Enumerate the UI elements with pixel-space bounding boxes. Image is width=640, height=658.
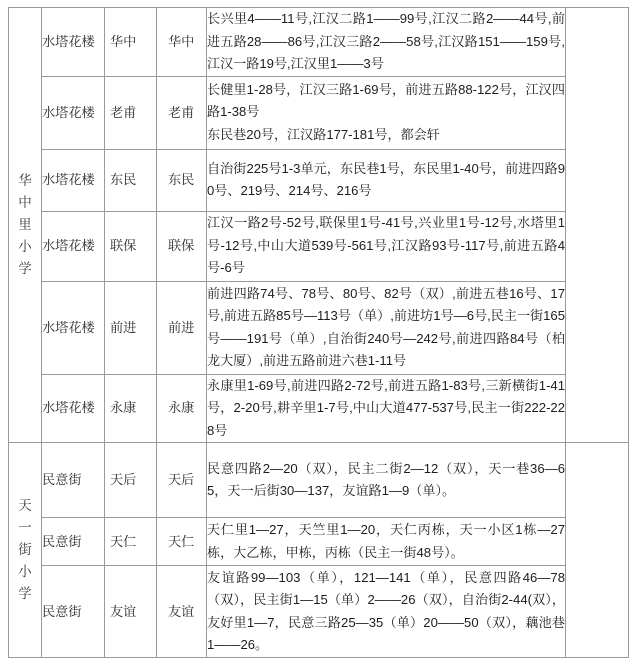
address-line: 江汉一路2号-52号,联保里1号-41号,兴业里1号-12号,水塔里1号-12号,中山大道539号-561号,江汉路93号-117号,前进五路4号-6号	[207, 215, 565, 276]
community-a-cell: 友谊	[105, 566, 157, 658]
community-b-cell: 天仁	[157, 518, 207, 566]
table-row	[9, 149, 629, 211]
street-cell: 水塔花楼	[42, 149, 105, 211]
community-b-cell: 联保	[157, 211, 207, 281]
table-row	[9, 8, 629, 77]
street-cell: 民意街	[42, 518, 105, 566]
community-b-cell: 华中	[157, 8, 207, 77]
school-name-cell	[9, 443, 42, 658]
address-range-cell	[207, 8, 566, 77]
school-name-text: 华中里小学	[18, 173, 33, 276]
spare-cell	[566, 8, 629, 443]
street-cell: 水塔花楼	[42, 211, 105, 281]
school-name-cell	[9, 8, 42, 443]
address-range-cell	[207, 211, 566, 281]
address-line: 自治街225号1-3单元，东民巷1号，东民里1-40号，前进四路90号、219号、214号、216号	[207, 160, 565, 199]
community-a-cell: 老甫	[105, 76, 157, 149]
address-range-cell	[207, 76, 566, 149]
table-row	[9, 281, 629, 374]
address-range-cell	[207, 518, 566, 566]
community-a-cell: 永康	[105, 374, 157, 443]
community-a-cell: 东民	[105, 149, 157, 211]
address-line: 东民巷20号，江汉路177-181号，都会轩	[207, 126, 440, 142]
street-cell: 水塔花楼	[42, 8, 105, 77]
address-line: 天仁里1—27，天竺里1—20，天仁丙栋，天一小区1栋—27栋，大乙栋，甲栋，丙栋（民主一街48号）。	[207, 522, 565, 560]
street-cell: 民意街	[42, 443, 105, 518]
community-b-cell: 永康	[157, 374, 207, 443]
community-b-cell: 友谊	[157, 566, 207, 658]
street-cell: 民意街	[42, 566, 105, 658]
table-row	[9, 566, 629, 658]
community-a-cell: 天仁	[105, 518, 157, 566]
community-b-cell: 老甫	[157, 76, 207, 149]
community-a-cell: 天后	[105, 443, 157, 518]
spare-cell	[566, 443, 629, 658]
address-range-cell	[207, 443, 566, 518]
address-range-cell	[207, 149, 566, 211]
community-a-cell: 华中	[105, 8, 157, 77]
table-row	[9, 374, 629, 443]
address-range-cell	[207, 374, 566, 443]
street-cell: 水塔花楼	[42, 76, 105, 149]
address-line: 永康里1-69号,前进四路2-72号,前进五路1-83号,三新横街1-41号，2-20号,耕辛里1-7号,中山大道477-537号,民主一街222-228号	[207, 377, 565, 438]
table-row	[9, 443, 629, 518]
community-a-cell: 联保	[105, 211, 157, 281]
address-line: 友谊路99—103（单），121—141（单），民意四路46—78（双），民主街1—15（单）2——26（双），自治街2-44(双），友好里1—7，民意三路25—35（单）20——50（双），藕池巷1——26。	[207, 569, 565, 653]
address-range-cell	[207, 281, 566, 374]
school-name-text: 天一街小学	[18, 498, 33, 601]
community-b-cell: 天后	[157, 443, 207, 518]
table-row	[9, 76, 629, 149]
community-b-cell: 前进	[157, 281, 207, 374]
community-b-cell: 东民	[157, 149, 207, 211]
address-line: 前进四路74号、78号、80号、82号（双）,前进五巷16号、17号,前进五路85号—113号（单）,前进坊1号—6号,民主一街165号——191号（单）,自治街240号—242号,前进四路84号（柏龙大厦）,前进五路前进六巷1-11号	[207, 285, 565, 369]
community-a-cell: 前进	[105, 281, 157, 374]
street-cell: 水塔花楼	[42, 374, 105, 443]
address-line: 长健里1-28号，江汉三路1-69号，前进五路88-122号，江汉四路1-38号	[207, 81, 565, 120]
address-line: 长兴里4——11号,江汉二路1——99号,江汉二路2——44号,前进五路28——86号,江汉三路2——58号,江汉路151——159号,江汉一路19号,江汉里1——3号	[207, 11, 565, 72]
school-enrollment-zone-table	[8, 7, 629, 658]
address-line: 民意四路2—20（双），民主二街2—12（双），天一巷36—65，天一后街30—137，友谊路1—9（单）。	[207, 460, 565, 499]
table-row	[9, 211, 629, 281]
address-range-cell	[207, 566, 566, 658]
table-row	[9, 518, 629, 566]
street-cell: 水塔花楼	[42, 281, 105, 374]
table-body	[9, 8, 629, 658]
